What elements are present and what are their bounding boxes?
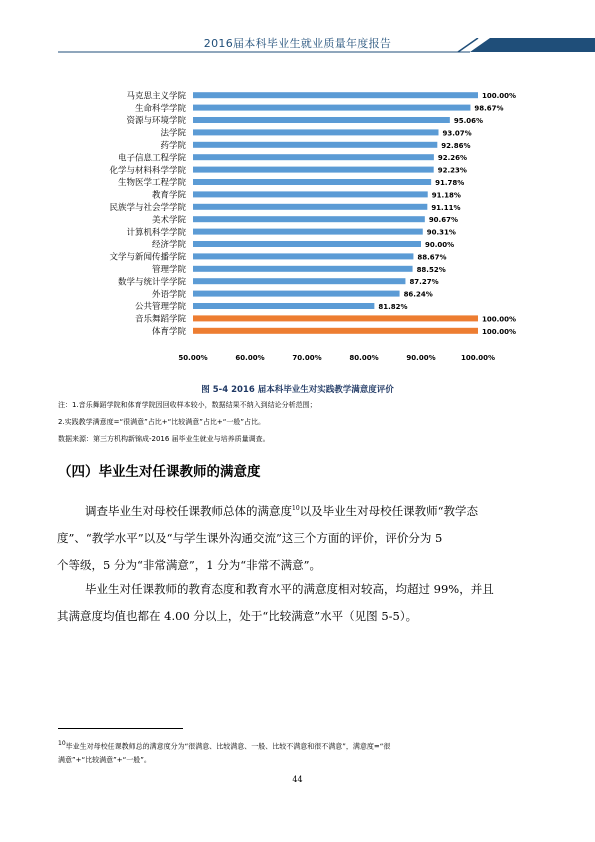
paragraph-1 — [57, 495, 570, 579]
bar-7 — [193, 167, 434, 173]
x-tick-label-60-00-: 60.00% — [235, 354, 265, 362]
category-label: 化学与材料科学学院 — [109, 165, 186, 176]
value-label: 100.00% — [482, 315, 517, 324]
bar-13 — [193, 241, 421, 247]
paragraph-1-line-2: 度”、“教学水平”以及“与学生课外沟通交流”这三个方面的评价，评价分为 5 — [57, 530, 443, 545]
footnote-reference: 10 — [292, 505, 300, 512]
bar-3 — [193, 117, 450, 123]
chart-x-tick-labels — [178, 354, 495, 362]
data-source-note: 数据来源：第三方机构新锦成-2016 届毕业生就业与培养质量调查。 — [58, 435, 270, 443]
bar-9 — [193, 191, 428, 197]
bar-18 — [193, 303, 374, 309]
bar-10 — [193, 204, 427, 210]
footnote — [58, 737, 548, 767]
value-label: 95.06% — [453, 117, 483, 125]
category-label: 生物医学工程学院 — [117, 178, 186, 189]
value-label: 88.52% — [416, 265, 446, 274]
value-label: 100.00% — [482, 327, 517, 336]
bar-6 — [193, 154, 434, 160]
bar-14 — [193, 253, 413, 259]
footnote-line-1: 毕业生对母校任课教师总的满意度分为“很满意、比较满意、一般、比较不满意和很不满意”，满意度=“很 — [65, 742, 391, 751]
category-label: 民族学与社会学学院 — [109, 203, 186, 213]
paragraph-1-part-a: 调查毕业生对母校任课教师总体的满意度 — [85, 503, 292, 518]
bar-4 — [193, 129, 438, 135]
value-label: 91.11% — [431, 203, 461, 212]
category-label: 管理学院 — [151, 265, 186, 275]
bar-15 — [193, 266, 413, 272]
value-label: 92.23% — [437, 166, 467, 175]
footnote-marker: 10 — [58, 740, 66, 747]
category-label: 电子信息工程学院 — [117, 153, 186, 164]
value-label: 91.78% — [435, 179, 465, 187]
bar-8 — [193, 179, 431, 185]
chart-category-labels — [109, 90, 186, 337]
x-tick-label-100-00-: 100.00% — [460, 354, 496, 362]
x-tick-label-90-00-: 90.00% — [406, 354, 436, 362]
category-label: 经济学院 — [151, 240, 186, 251]
value-label: 86.24% — [403, 290, 433, 299]
figure-caption: 图 5-4 2016 届本科毕业生对实践教学满意度评价 — [201, 385, 394, 395]
value-label: 98.67% — [474, 104, 504, 113]
bar-11 — [193, 216, 425, 222]
value-label: 81.82% — [378, 303, 408, 311]
chart-value-labels — [378, 92, 516, 336]
value-label: 100.00% — [482, 92, 517, 101]
paragraph-1-part-b: 以及毕业生对母校任课教师“教学态 — [299, 503, 479, 518]
section-heading: （四）毕业生对任课教师的满意度 — [58, 464, 261, 480]
category-label: 教育学院 — [151, 190, 186, 201]
report-header-title: 2016届本科毕业生就业质量年度报告 — [203, 37, 392, 50]
x-tick-label-50-00-: 50.00% — [178, 354, 208, 362]
category-label: 生命科学学院 — [134, 103, 186, 114]
satisfaction-bar-chart — [0, 80, 595, 375]
value-label: 87.27% — [409, 278, 439, 287]
value-label: 93.07% — [442, 129, 472, 138]
category-label: 体育学院 — [151, 327, 186, 337]
bar-20 — [193, 328, 478, 334]
x-tick-label-80-00-: 80.00% — [349, 354, 379, 362]
header-corner-block — [470, 38, 595, 52]
value-label: 92.26% — [437, 154, 468, 163]
category-label: 计算机科学学院 — [126, 227, 186, 238]
category-label: 音乐舞蹈学院 — [134, 314, 186, 325]
bar-17 — [193, 291, 400, 297]
value-label: 90.31% — [426, 228, 456, 237]
category-label: 美术学院 — [151, 215, 186, 226]
category-label: 马克思主义学院 — [126, 91, 186, 102]
category-label: 资源与环境学院 — [126, 116, 186, 127]
category-label: 法学院 — [160, 128, 186, 139]
bar-1 — [193, 92, 478, 98]
value-label: 90.00% — [425, 241, 455, 249]
paragraph-2-line-2: 其满意度均值也都在 4.00 分以上，处于“比较满意”水平（见图 5-5）。 — [57, 609, 418, 623]
page-number: 44 — [292, 775, 303, 784]
note-2: 2.实践教学满意度=“很满意”占比+“比较满意”占比+“一般”占比。 — [58, 418, 266, 426]
chart-bars-group — [193, 92, 478, 334]
value-label: 92.86% — [441, 141, 471, 150]
header-decoration — [0, 38, 595, 58]
bar-12 — [193, 229, 423, 235]
bar-5 — [193, 142, 437, 148]
x-tick-label-70-00-: 70.00% — [292, 354, 322, 362]
bar-19 — [193, 315, 478, 321]
category-label: 药学院 — [160, 141, 186, 151]
bar-16 — [193, 278, 405, 284]
value-label: 88.67% — [417, 253, 447, 262]
paragraph-1-line-3: 个等级，5 分为“非常满意”，1 分为“非常不满意”。 — [57, 557, 321, 572]
category-label: 文学与新闻传播学院 — [109, 252, 186, 263]
value-label: 90.67% — [428, 216, 458, 225]
footnote-line-2: 满意”+“比较满意”+“一般”。 — [58, 756, 151, 765]
category-label: 公共管理学院 — [134, 302, 186, 313]
paragraph-2 — [57, 576, 570, 630]
value-label: 91.18% — [431, 191, 461, 200]
note-1: 注：1.音乐舞蹈学院和体育学院因回收样本较小，数据结果不纳入到结论分析范围； — [58, 401, 317, 409]
footnote-separator — [58, 728, 183, 729]
paragraph-2-line-1: 毕业生对任课教师的教育态度和教育水平的满意度相对较高，均超过 99%，并且 — [85, 582, 494, 596]
category-label: 数学与统计学学院 — [117, 277, 186, 288]
bar-2 — [193, 105, 470, 111]
category-label: 外语学院 — [151, 289, 186, 300]
